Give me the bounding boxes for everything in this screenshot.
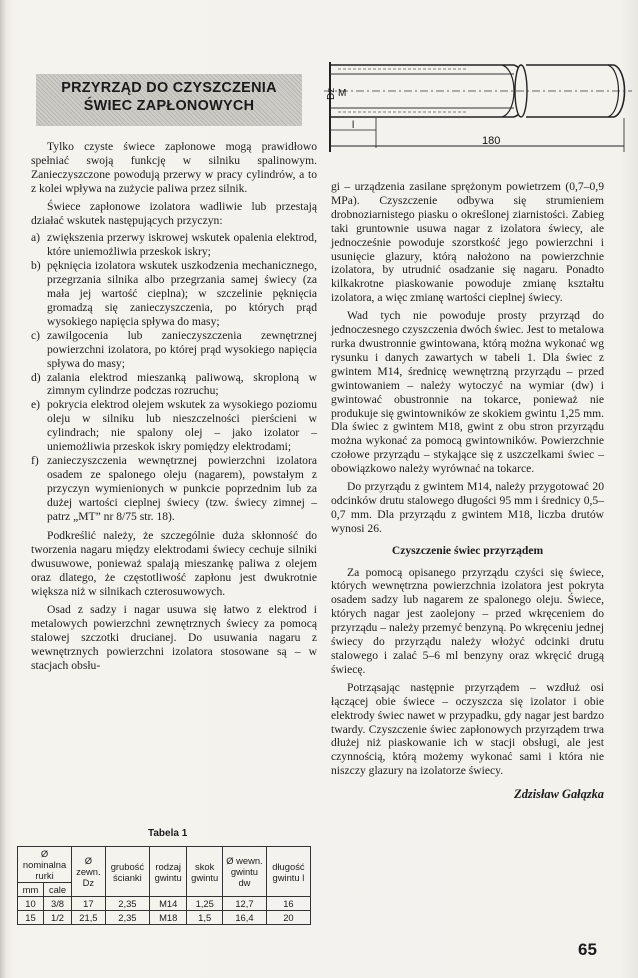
left-paragraph-2: Świece zapłonowe izolatora wadliwie lub przestają działać wskutek następujących przyczyn:: [31, 199, 317, 227]
diagram-label-l: l: [352, 120, 355, 131]
article-title: [36, 79, 302, 115]
tube-diagram: [316, 56, 634, 158]
diagram-dimension-180: 180: [482, 135, 501, 147]
diagram-label-dz: Dz: [326, 87, 337, 100]
table-header-dz: Ø zewn. Dz: [72, 847, 106, 897]
table-caption: Tabela 1: [148, 828, 188, 839]
table-cell: 3/8: [43, 897, 71, 911]
spec-table: [17, 846, 311, 925]
diagram-label-m: M: [338, 88, 347, 99]
diagram-thread-lines: [338, 69, 466, 112]
causes-list-item: [31, 329, 317, 371]
list-item-label: d): [31, 370, 41, 384]
table-cell: 15: [18, 911, 44, 925]
list-item-text: zalania elektrod mieszanką paliwową, skroploną w zimnym cylindrze podczas rozruchu;: [47, 370, 317, 398]
left-paragraph-4: Osad z sadzy i nagar usuwa się łatwo z elektrod i metalowych powierzchni zewnętrznych świecy za pomocą stalowej szczotki drucianej. Do usuwania nagaru z wewnętrznych powierzchni izolatora stosowane są – w stacjach obsłu-: [31, 603, 317, 672]
left-paragraph-1: Tylko czyste świece zapłonowe mogą prawidłowo spełniać swoją funkcję w silniku spalinowym. Zanieczyszczone powodują przerwy w pracy cylindrów, a to z kolei wpływa na zużycie paliwa przez silnik.: [31, 140, 317, 195]
table-cell: 17: [72, 897, 106, 911]
table-cell: 2,35: [105, 911, 149, 925]
causes-list-item: [31, 371, 317, 399]
table-cell: 2,35: [105, 897, 149, 911]
right-paragraph-5: Potrząsając następnie przyrządem – wzdłuż osi łączącej obie świece – oczyszcza się izolator i obie elektrody świec nawet w przypadku, gdy nagar jest bardzo twardy. Czyszczenie świec zapłonowych przyrządem trwa dłużej niż piaskowanie ich w stacji obsługi, ale jest czynnością, którą możemy wykonać sami i która nie niszczy glazury na izolatorze świecy.: [331, 680, 604, 778]
table-row: [18, 911, 311, 925]
left-paragraph-3: Podkreślić należy, że szczególnie duża skłonność do tworzenia nagaru między elektrodami świecy cechuje silniki dwusuwowe, ponieważ spalają mieszankę paliwa z olejem oraz dlatego, że częstotliwość zapłonu jest dwukrotnie większa niż w silnikach czterosuwowych.: [31, 529, 317, 599]
table-cell: M18: [150, 911, 187, 925]
table-cell: 16,4: [223, 911, 267, 925]
list-item-label: c): [31, 328, 41, 342]
table-header-cale: cale: [43, 883, 71, 897]
table-header-dw: Ø wewn. gwintu dw: [223, 847, 267, 897]
table-header-nominal: Ø nominalna rurki: [18, 847, 72, 883]
table-header-mm: mm: [18, 883, 44, 897]
list-item-text: pęknięcia izolatora wskutek uszkodzenia mechanicznego, przegrzania silnika albo przegrzania samej świecy (za mała jej wartość cieplna); w szczelinie pęknięcia gromadzą się zanieczyszczenia, po których prąd wysokiego napięcia spływa do masy;: [47, 259, 317, 328]
table-cell: 1/2: [43, 911, 71, 925]
table-row: [18, 897, 311, 911]
causes-list-item: [31, 259, 317, 329]
table-cell: 1,25: [187, 897, 223, 911]
causes-list-item: [31, 454, 317, 524]
list-item-label: e): [31, 398, 41, 412]
causes-list-item: [31, 398, 317, 454]
title-line-1: PRZYRZĄD DO CZYSZCZENIA: [61, 80, 277, 96]
title-line-2: ŚWIEC ZAPŁONOWYCH: [83, 98, 255, 114]
list-item-text: pokrycia elektrod olejem wskutek za wysokiego poziomu oleju w silniku lub nieszczelności pierścieni w cylindrach; nie spalony olej – jako izolator – uniemożliwia przeskok iskry pomiędzy elektrodami;: [47, 398, 317, 454]
list-item-label: a): [31, 231, 41, 245]
list-item-text: zwiększenia przerwy iskrowej wskutek opalenia elektrod, które uniemożliwia przeskok iskry;: [47, 231, 317, 259]
right-column: [331, 180, 604, 806]
table-header-grub: grubość ścianki: [105, 847, 149, 897]
table-cell: 1,5: [187, 911, 223, 925]
article-title-box: [36, 74, 302, 126]
list-item-text: zawilgocenia lub zanieczyszczenia zewnętrznej powierzchni izolatora, po której prąd wysokiego napięcia spływa do masy;: [47, 328, 317, 370]
table-cell: 21,5: [72, 911, 106, 925]
table-cell: 16: [266, 897, 310, 911]
right-paragraph-3: Do przyrządu z gwintem M14, należy przygotować 20 odcinków drutu stalowego długości 95 mm i średnicy 0,5–0,7 mm. Dla przyrządu z gwintem M18, liczba drutów wynosi 26.: [331, 480, 604, 535]
section-subheading: Czyszczenie świec przyrządem: [391, 543, 544, 557]
left-column: [31, 140, 317, 677]
table-cell: 10: [18, 897, 44, 911]
right-paragraph-1: gi – urządzenia zasilane sprężonym powietrzem (0,7–0,9 MPa). Czyszczenie odbywa się strumieniem drobnoziarnistego piasku o określonej ziarnistości. Zabieg taki gruntownie usuwa nagar z izolatora świecy, ale jednocześnie powoduje szorstkość jego powierzchni i usunięcie glazury, którą nałożono na powierzchnie izolatora, by utrudnić osadzanie się nagaru. Ponadto kilkakrotne piaskowanie powoduje zmianę kształtu izolatora, a więc zmianę wartości cieplnej świecy.: [331, 180, 604, 305]
causes-list: [31, 231, 317, 523]
right-paragraph-2: Wad tych nie powoduje prosty przyrząd do jednoczesnego czyszczenia dwóch świec. Jest to metalowa rurka dwustronnie gwintowana, którą można wykonać wg rysunku i danych zawartych w tabeli 1. Dla świec z gwintem M14, średnicę wewnętrzną przyrządu – przed gwintowaniem – należy wytoczyć na wymiar (dw) i gwintować obustronnie na tokarce, ponieważ nie produkuje się gwintowników ze skokiem gwintu 1,25 mm. Dla świec z gwintem M18, gwint z obu stron przyrządu można wykonać za pomocą gwintowników. Powierzchnie czołowe przyrządu – stykające się z uszczelkami świec – obowiązkowo należy wyrównać na tokarce.: [331, 309, 604, 476]
list-item-label: f): [31, 453, 39, 467]
table-cell: M14: [150, 897, 187, 911]
table-cell: 20: [266, 911, 310, 925]
author-name: Zdzisław Gałązka: [514, 787, 604, 802]
list-item-label: b): [31, 259, 41, 273]
table-header-dl: długość gwintu l: [266, 847, 310, 897]
right-paragraph-4: Za pomocą opisanego przyrządu czyści się świece, których wewnętrzna powierzchnia izolatora jest pokryta osadem sadzy lub nagarem ze spalonego oleju. Świece, których nagar jest zaolejony – przed wkręceniem do przyrządu – należy przemyć benzyną. Po wkręceniu jednej świecy do przyrządu należy włożyć odcinki drutu stalowego i zalać 5–6 ml benzyny oraz wkręcić drugą świecę.: [331, 565, 604, 676]
table-header-skok: skok gwintu: [187, 847, 223, 897]
causes-list-item: [31, 231, 317, 259]
list-item-text: zanieczyszczenia wewnętrznej powierzchni izolatora osadem ze spalonego oleju (nagarem), powstałym z przyczyn wymienionych w punkcie poprzednim lub za dużej wartości cieplnej świecy (tzw. świecy zimnej – patrz „MT” nr 8/75 str. 18).: [47, 453, 317, 523]
page-number: 65: [578, 940, 597, 959]
table-header-gwint: rodzaj gwintu: [150, 847, 187, 897]
table-cell: 12,7: [223, 897, 267, 911]
